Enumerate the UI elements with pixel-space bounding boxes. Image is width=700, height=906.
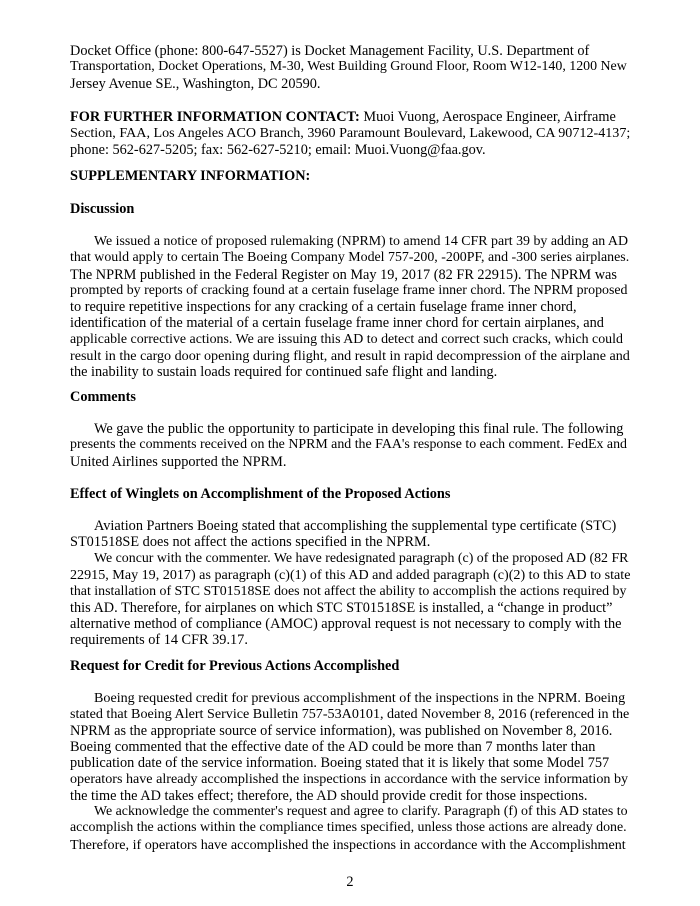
text-line: ST01518SE does not affect the actions specified in the NPRM. [70, 534, 431, 551]
text-line: identification of the material of a certain fuselage frame inner chord for certain airplanes, and [70, 315, 604, 332]
text-line: Aviation Partners Boeing stated that accomplishing the supplemental type certificate (STC) [94, 518, 617, 534]
text-line: operators have already accomplished the inspections in accordance with the service information by [70, 771, 629, 788]
text-line: We gave the public the opportunity to participate in developing this final rule. The following [94, 421, 624, 437]
docket-paragraph [70, 43, 630, 92]
contact-first-line: Muoi Vuong, Aerospace Engineer, Airframe [359, 109, 616, 125]
text-line: presents the comments received on the NPRM and the FAA's response to each comment. FedEx and [70, 437, 627, 453]
comments-heading: Comments [70, 389, 136, 405]
credit-heading: Request for Credit for Previous Actions Accomplished [70, 658, 400, 674]
text-line: result in the cargo door opening during flight, and result in rapid decompression of the airplane and [70, 348, 630, 365]
text-line: accomplish the actions within the compliance times specified, unless those actions are already done. [70, 820, 627, 836]
discussion-heading: Discussion [70, 201, 135, 217]
discussion-paragraph [70, 234, 630, 381]
text-line: Boeing requested credit for previous accomplishment of the inspections in the NPRM. Boeing [94, 690, 626, 706]
text-line: We issued a notice of proposed rulemaking (NPRM) to amend 14 CFR part 39 by adding an AD [94, 234, 628, 249]
text-line: this AD. Therefore, for airplanes on which STC ST01518SE is installed, a “change in product” [70, 599, 613, 616]
text-line: United Airlines supported the NPRM. [70, 453, 287, 470]
contact-lead: FOR FURTHER INFORMATION CONTACT: [70, 109, 360, 125]
text-line: alternative method of compliance (AMOC) approval request is not necessary to comply with the [70, 616, 622, 633]
text-line [70, 109, 630, 125]
page-number: 2 [346, 874, 354, 890]
text-line: that would apply to certain The Boeing Company Model 757-200, -200PF, and -300 series airplanes. [70, 250, 630, 266]
text-line: to require repetitive inspections for any cracking of a certain fuselage frame inner chord, [70, 299, 577, 316]
text-line: applicable corrective actions. We are issuing this AD to detect and correct such cracks, which could [70, 331, 623, 347]
text-line: NPRM as the appropriate source of service information), was published on November 8, 2016. [70, 722, 613, 739]
text-line: prompted by reports of cracking found at a certain fuselage frame inner chord. The NPRM proposed [70, 282, 628, 298]
text-line: requirements of 14 CFR 39.17. [70, 632, 248, 649]
credit-paragraph-2 [70, 804, 630, 853]
text-line: Docket Office (phone: 800-647-5527) is Docket Management Facility, U.S. Department of [70, 43, 590, 59]
credit-paragraph-1 [70, 690, 630, 804]
text-line: phone: 562-627-5205; fax: 562-627-5210; email: Muoi.Vuong@faa.gov. [70, 141, 486, 158]
text-line: Jersey Avenue SE., Washington, DC 20590. [70, 75, 321, 92]
text-line: that installation of STC ST01518SE does not affect the ability to accomplish the actions required by [70, 583, 627, 599]
text-line: Section, FAA, Los Angeles ACO Branch, 3960 Paramount Boulevard, Lakewood, CA 90712-4137; [70, 125, 631, 142]
winglets-heading: Effect of Winglets on Accomplishment of the Proposed Actions [70, 486, 451, 502]
supplementary-heading: SUPPLEMENTARY INFORMATION: [70, 168, 311, 184]
text-line: publication date of the service information. Boeing stated that it is likely that some Model 757 [70, 755, 610, 772]
text-line: Boeing commented that the effective date of the AD could be more than 7 months later than [70, 738, 596, 755]
contact-paragraph [70, 109, 630, 158]
text-line: We acknowledge the commenter's request and agree to clarify. Paragraph (f) of this AD states to [94, 804, 628, 819]
comments-paragraph [70, 421, 630, 470]
text-line: 22915, May 19, 2017) as paragraph (c)(1) of this AD and added paragraph (c)(2) to this AD to state [70, 567, 631, 584]
winglets-paragraph-2 [70, 551, 630, 649]
winglets-paragraph-1 [70, 518, 630, 551]
text-line: Transportation, Docket Operations, M-30, West Building Ground Floor, Room W12-140, 1200 New [70, 59, 627, 75]
text-line: the inability to sustain loads required for continued safe flight and landing. [70, 364, 498, 381]
text-line: We concur with the commenter. We have redesignated paragraph (c) of the proposed AD (82 FR [94, 551, 629, 566]
text-line: The NPRM published in the Federal Register on May 19, 2017 (82 FR 22915). The NPRM was [70, 266, 617, 283]
text-line: the time the AD takes effect; therefore, the AD should provide credit for those inspections. [70, 787, 588, 804]
text-line: Therefore, if operators have accomplished the inspections in accordance with the Accomplishment [70, 836, 626, 853]
text-line: stated that Boeing Alert Service Bulletin 757-53A0101, dated November 8, 2016 (referenced in the [70, 706, 630, 723]
